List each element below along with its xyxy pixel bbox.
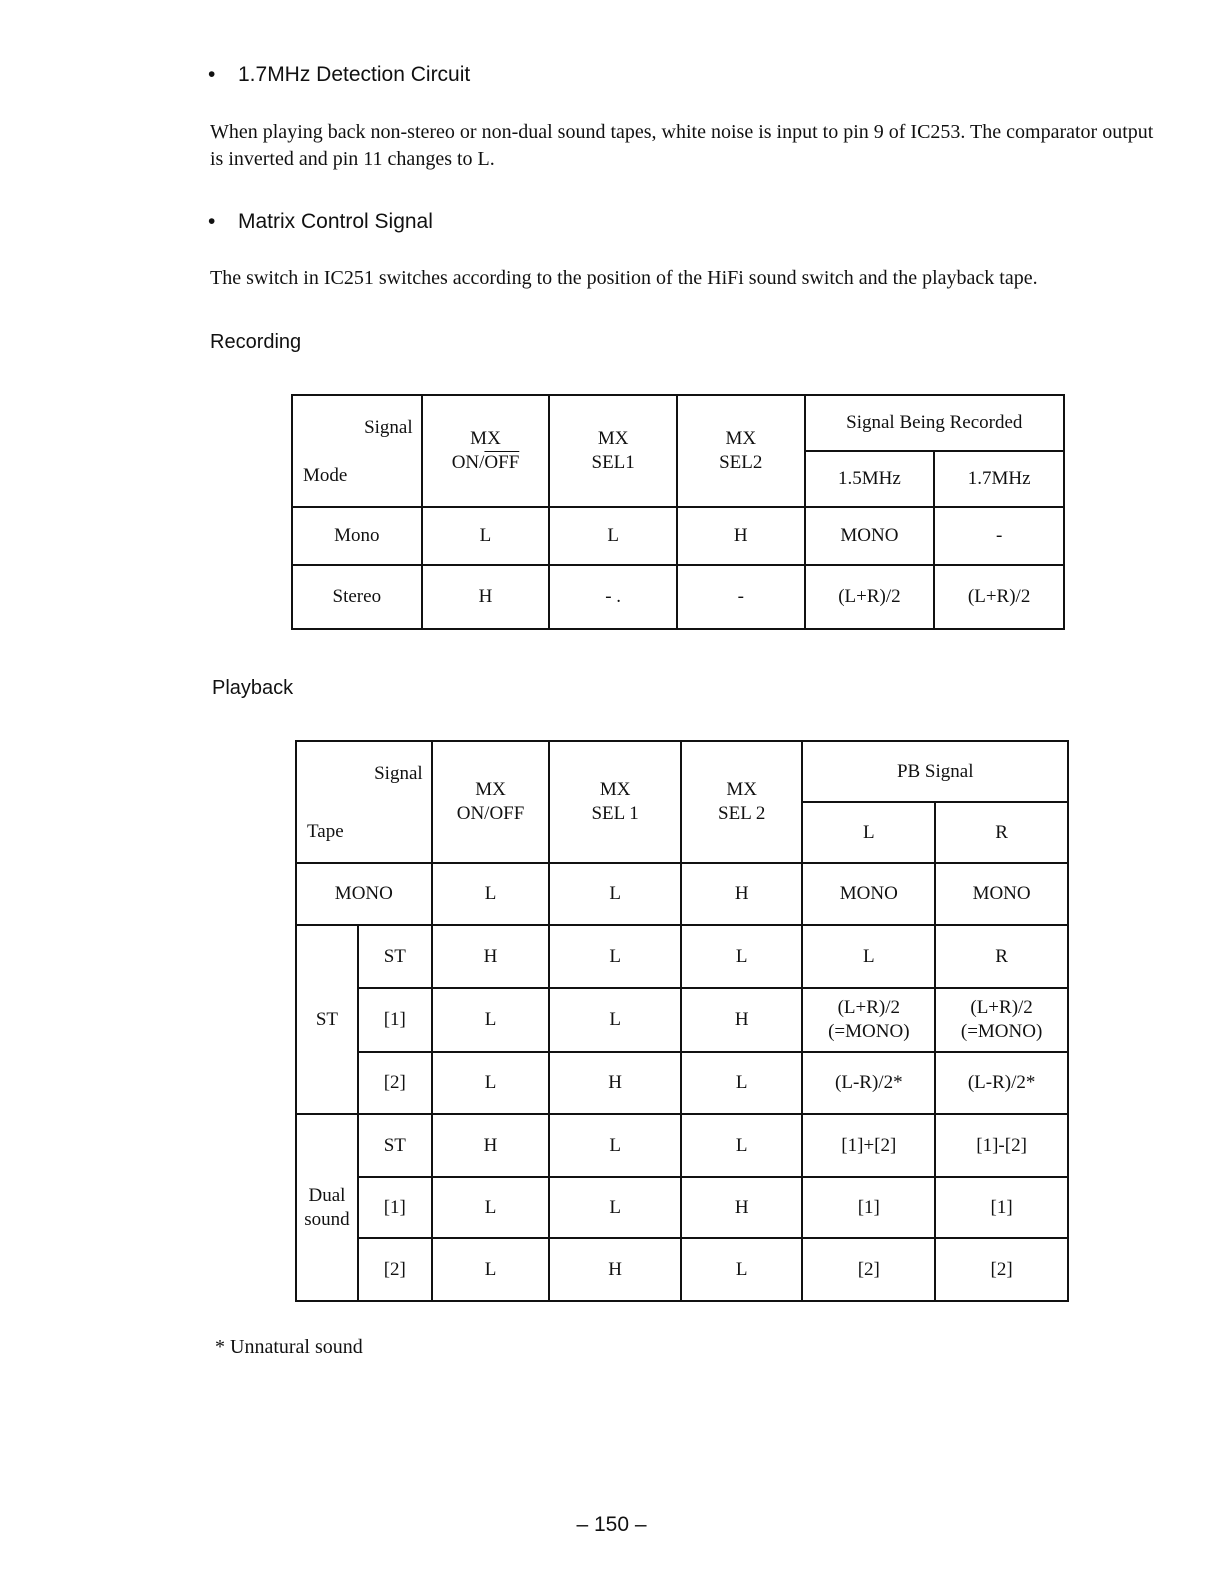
table-cell: [1] xyxy=(358,1177,432,1238)
table-cell: - xyxy=(677,565,805,629)
section-heading-detection xyxy=(208,63,470,87)
table-cell: H xyxy=(677,507,805,565)
table-cell: MONO xyxy=(296,863,432,925)
table-cell: ST xyxy=(358,1114,432,1177)
table-row xyxy=(296,988,1068,1052)
signal-tape-corner-cell xyxy=(296,741,432,863)
playback-table xyxy=(295,740,1069,1302)
table-cell: L xyxy=(432,863,550,925)
table-cell: H xyxy=(432,1114,550,1177)
mx-sel2-header: MX SEL 2 xyxy=(681,741,803,863)
table-cell: (L-R)/2* xyxy=(935,1052,1068,1114)
table-cell: H xyxy=(432,925,550,988)
table-cell: L xyxy=(681,1238,803,1301)
recording-label: Recording xyxy=(210,331,302,353)
signal-label: Signal xyxy=(364,417,413,438)
footnote: * Unnatural sound xyxy=(215,1336,363,1358)
table-cell: L xyxy=(802,925,935,988)
table-cell: [1] xyxy=(935,1177,1068,1238)
table-cell: [1] xyxy=(358,988,432,1052)
table-cell: H xyxy=(549,1052,681,1114)
table-cell: H xyxy=(422,565,550,629)
table-cell: L xyxy=(681,925,803,988)
dual-group-label: Dual sound xyxy=(296,1114,358,1301)
heading-text: 1.7MHz Detection Circuit xyxy=(238,63,471,86)
tape-label: Tape xyxy=(307,821,344,842)
table-cell: [1]-[2] xyxy=(935,1114,1068,1177)
table-cell: L xyxy=(549,1114,681,1177)
table-cell: L xyxy=(432,1052,550,1114)
table-header-row xyxy=(296,741,1068,802)
table-row xyxy=(292,565,1064,629)
table-cell: Mono xyxy=(292,507,422,565)
mx-sel2-header: MX SEL2 xyxy=(677,395,805,507)
table-cell: [1] xyxy=(802,1177,935,1238)
table-row xyxy=(296,1238,1068,1301)
table-row xyxy=(296,1177,1068,1238)
table-cell: ST xyxy=(358,925,432,988)
freq-1-7-header: 1.7MHz xyxy=(934,451,1064,507)
mx-sel1-header: MX SEL 1 xyxy=(549,741,681,863)
mx-onoff-header: MX $ON/\overline{OFF}$ xyxy=(422,395,550,507)
table-cell: H xyxy=(681,1177,803,1238)
signal-recorded-header: Signal Being Recorded xyxy=(805,395,1064,451)
freq-1-5-header: 1.5MHz xyxy=(805,451,935,507)
table-row xyxy=(296,925,1068,988)
table-cell: MONO xyxy=(805,507,935,565)
playback-label: Playback xyxy=(212,677,294,699)
table-cell: [2] xyxy=(802,1238,935,1301)
table-cell: L xyxy=(432,1238,550,1301)
heading-text: Matrix Control Signal xyxy=(238,210,433,233)
matrix-paragraph: The switch in IC251 switches according to the position of the HiFi sound switch and the playback tape. xyxy=(210,267,1038,289)
signal-mode-corner-cell xyxy=(292,395,422,507)
table-cell: - xyxy=(934,507,1064,565)
table-cell: L xyxy=(549,988,681,1052)
table-cell: MONO xyxy=(802,863,935,925)
table-cell: L xyxy=(432,1177,550,1238)
table-header-row xyxy=(292,395,1064,451)
table-cell: L xyxy=(432,988,550,1052)
table-row xyxy=(296,863,1068,925)
signal-label: Signal xyxy=(374,763,423,784)
table-cell: MONO xyxy=(935,863,1068,925)
mode-label: Mode xyxy=(303,465,348,486)
table-row xyxy=(296,1052,1068,1114)
page-number: – 150 – xyxy=(576,1513,647,1536)
table-cell: H xyxy=(681,988,803,1052)
pb-l-header: L xyxy=(802,802,935,863)
st-group-label: ST xyxy=(296,925,358,1114)
table-cell: L xyxy=(422,507,550,565)
table-cell: [2] xyxy=(358,1238,432,1301)
table-cell: L xyxy=(681,1114,803,1177)
table-row xyxy=(292,507,1064,565)
pb-r-header: R xyxy=(935,802,1068,863)
table-cell: R xyxy=(935,925,1068,988)
table-cell: L xyxy=(549,925,681,988)
table-cell: [2] xyxy=(935,1238,1068,1301)
mx-sel1-header: MX SEL1 xyxy=(549,395,677,507)
table-cell: L xyxy=(681,1052,803,1114)
bullet: • xyxy=(208,63,216,86)
mx-onoff-header: MX ON/OFF xyxy=(432,741,550,863)
bullet: • xyxy=(208,210,216,233)
table-cell: H xyxy=(549,1238,681,1301)
table-cell: [2] xyxy=(358,1052,432,1114)
recording-table xyxy=(291,394,1065,630)
table-cell: L xyxy=(549,863,681,925)
table-cell: (L+R)/2 (=MONO) xyxy=(935,988,1068,1052)
section-heading-matrix xyxy=(208,210,433,234)
table-cell: [1]+[2] xyxy=(802,1114,935,1177)
pb-signal-header: PB Signal xyxy=(802,741,1068,802)
table-cell: (L+R)/2 xyxy=(934,565,1064,629)
table-cell: L xyxy=(549,1177,681,1238)
table-cell: (L-R)/2* xyxy=(802,1052,935,1114)
table-cell: (L+R)/2 (=MONO) xyxy=(802,988,935,1052)
detection-paragraph: When playing back non-stereo or non-dual sound tapes, white noise is input to pin 9 of IC253. The comparator output is inverted and pin 11 changes to L. xyxy=(210,121,1154,170)
table-cell: H xyxy=(681,863,803,925)
table-cell: L xyxy=(549,507,677,565)
table-cell: (L+R)/2 xyxy=(805,565,935,629)
table-cell: - . xyxy=(549,565,677,629)
table-cell: Stereo xyxy=(292,565,422,629)
table-row xyxy=(296,1114,1068,1177)
